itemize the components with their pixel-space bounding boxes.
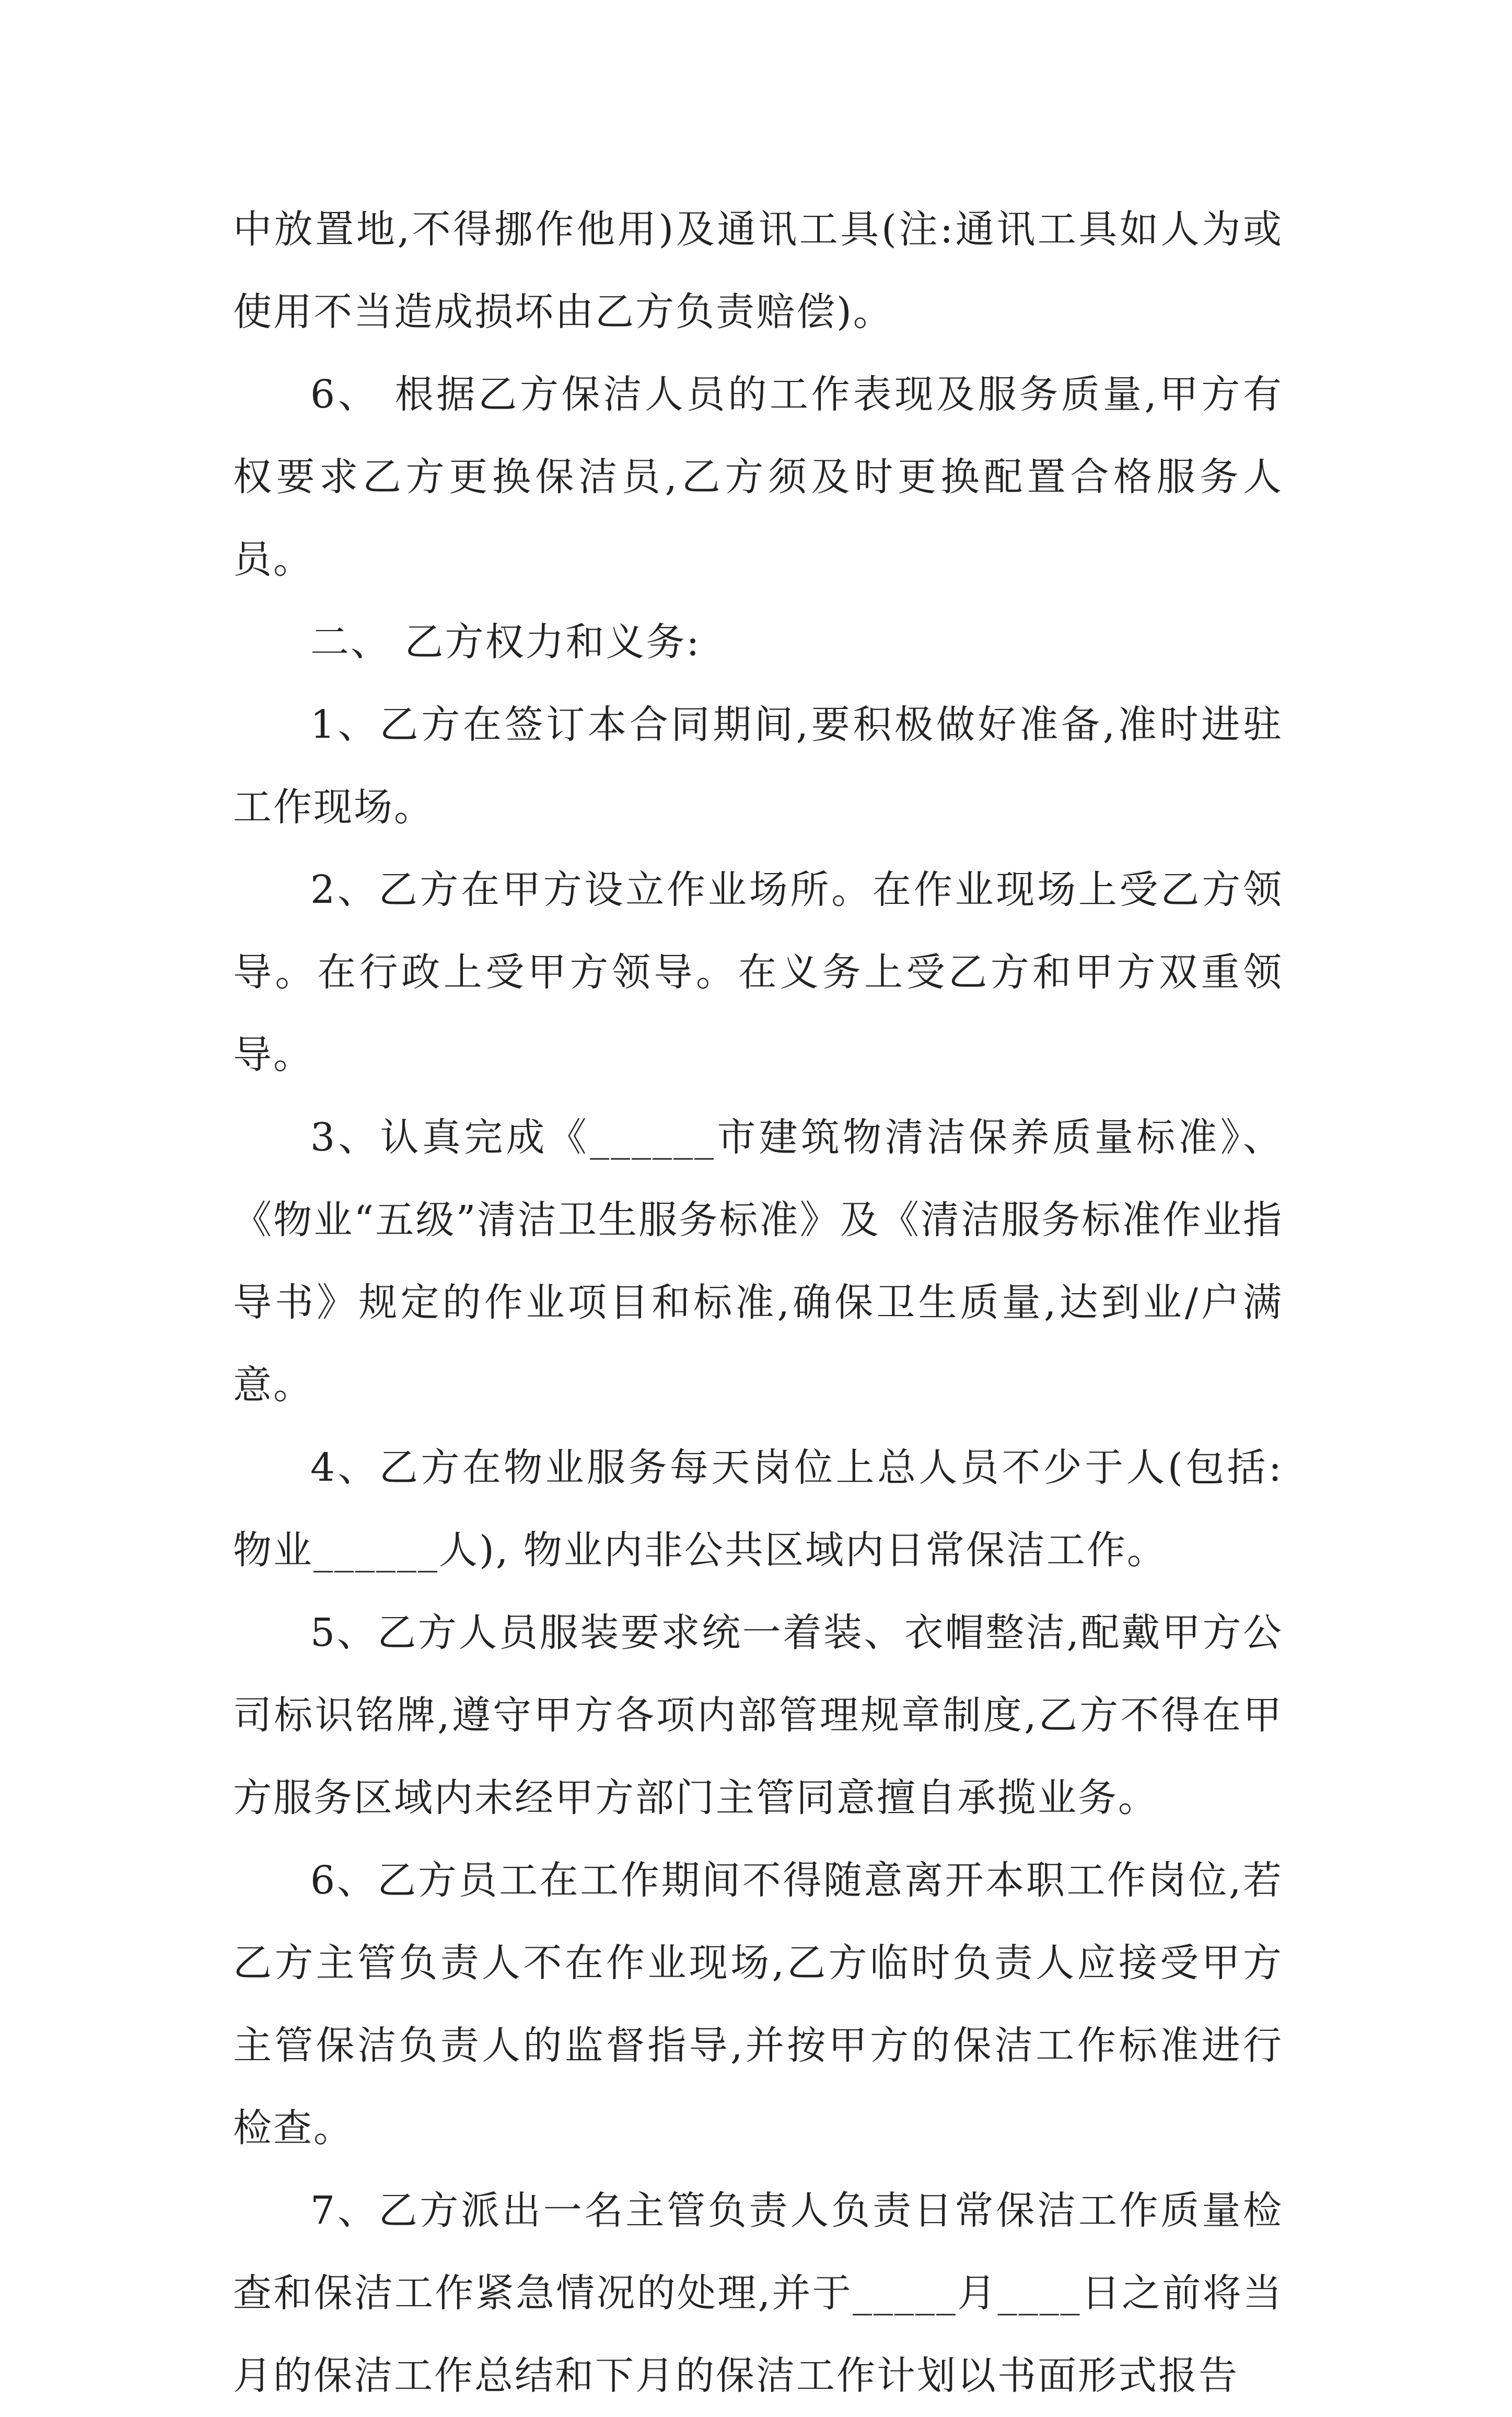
paragraph-continuation: 中放置地,不得挪作他用)及通讯工具(注:通讯工具如人为或使用不当造成损坏由乙方负责赔偿)。: [233, 207, 1283, 334]
paragraph-item-1: 1、乙方在签订本合同期间,要积极做好准备,准时进驻工作现场。: [233, 702, 1283, 830]
paragraph-item-3: 3、认真完成《______市建筑物清洁保养质量标准》、《物业“五级”清洁卫生服务标准》及《清洁服务标准作业指导书》规定的作业项目和标准,确保卫生质量,达到业/户满意。: [233, 1115, 1283, 1408]
paragraph-item-6b: 6、乙方员工在工作期间不得随意离开本职工作岗位,若乙方主管负责人不在作业现场,乙方临时负责人应接受甲方主管保洁负责人的监督指导,并按甲方的保洁工作标准进行检查。: [233, 1858, 1283, 2151]
section-heading-party-b-rights: 二、 乙方权力和义务:: [310, 620, 701, 665]
paragraph-item-5: 5、乙方人员服装要求统一着装、衣帽整洁,配戴甲方公司标识铭牌,遵守甲方各项内部管理规章制度,乙方不得在甲方服务区域内未经甲方部门主管同意擅自承揽业务。: [233, 1610, 1283, 1820]
paragraph-item-4: 4、乙方在物业服务每天岗位上总人员不少于人(包括:物业______人), 物业内非公共区域内日常保洁工作。: [233, 1445, 1283, 1573]
paragraph-item-2: 2、乙方在甲方设立作业场所。在作业现场上受乙方领导。在行政上受甲方领导。在义务上受乙方和甲方双重领导。: [233, 867, 1283, 1077]
paragraph-item-7: 7、乙方派出一名主管负责人负责日常保洁工作质量检查和保洁工作紧急情况的处理,并于_____月____日之前将当月的保洁工作总结和下月的保洁工作计划以书面形式报告: [233, 2188, 1283, 2398]
paragraph-item-6: 6、 根据乙方保洁人员的工作表现及服务质量,甲方有权要求乙方更换保洁员,乙方须及时更换配置合格服务人员。: [233, 372, 1283, 582]
contract-body: [233, 188, 1283, 2417]
